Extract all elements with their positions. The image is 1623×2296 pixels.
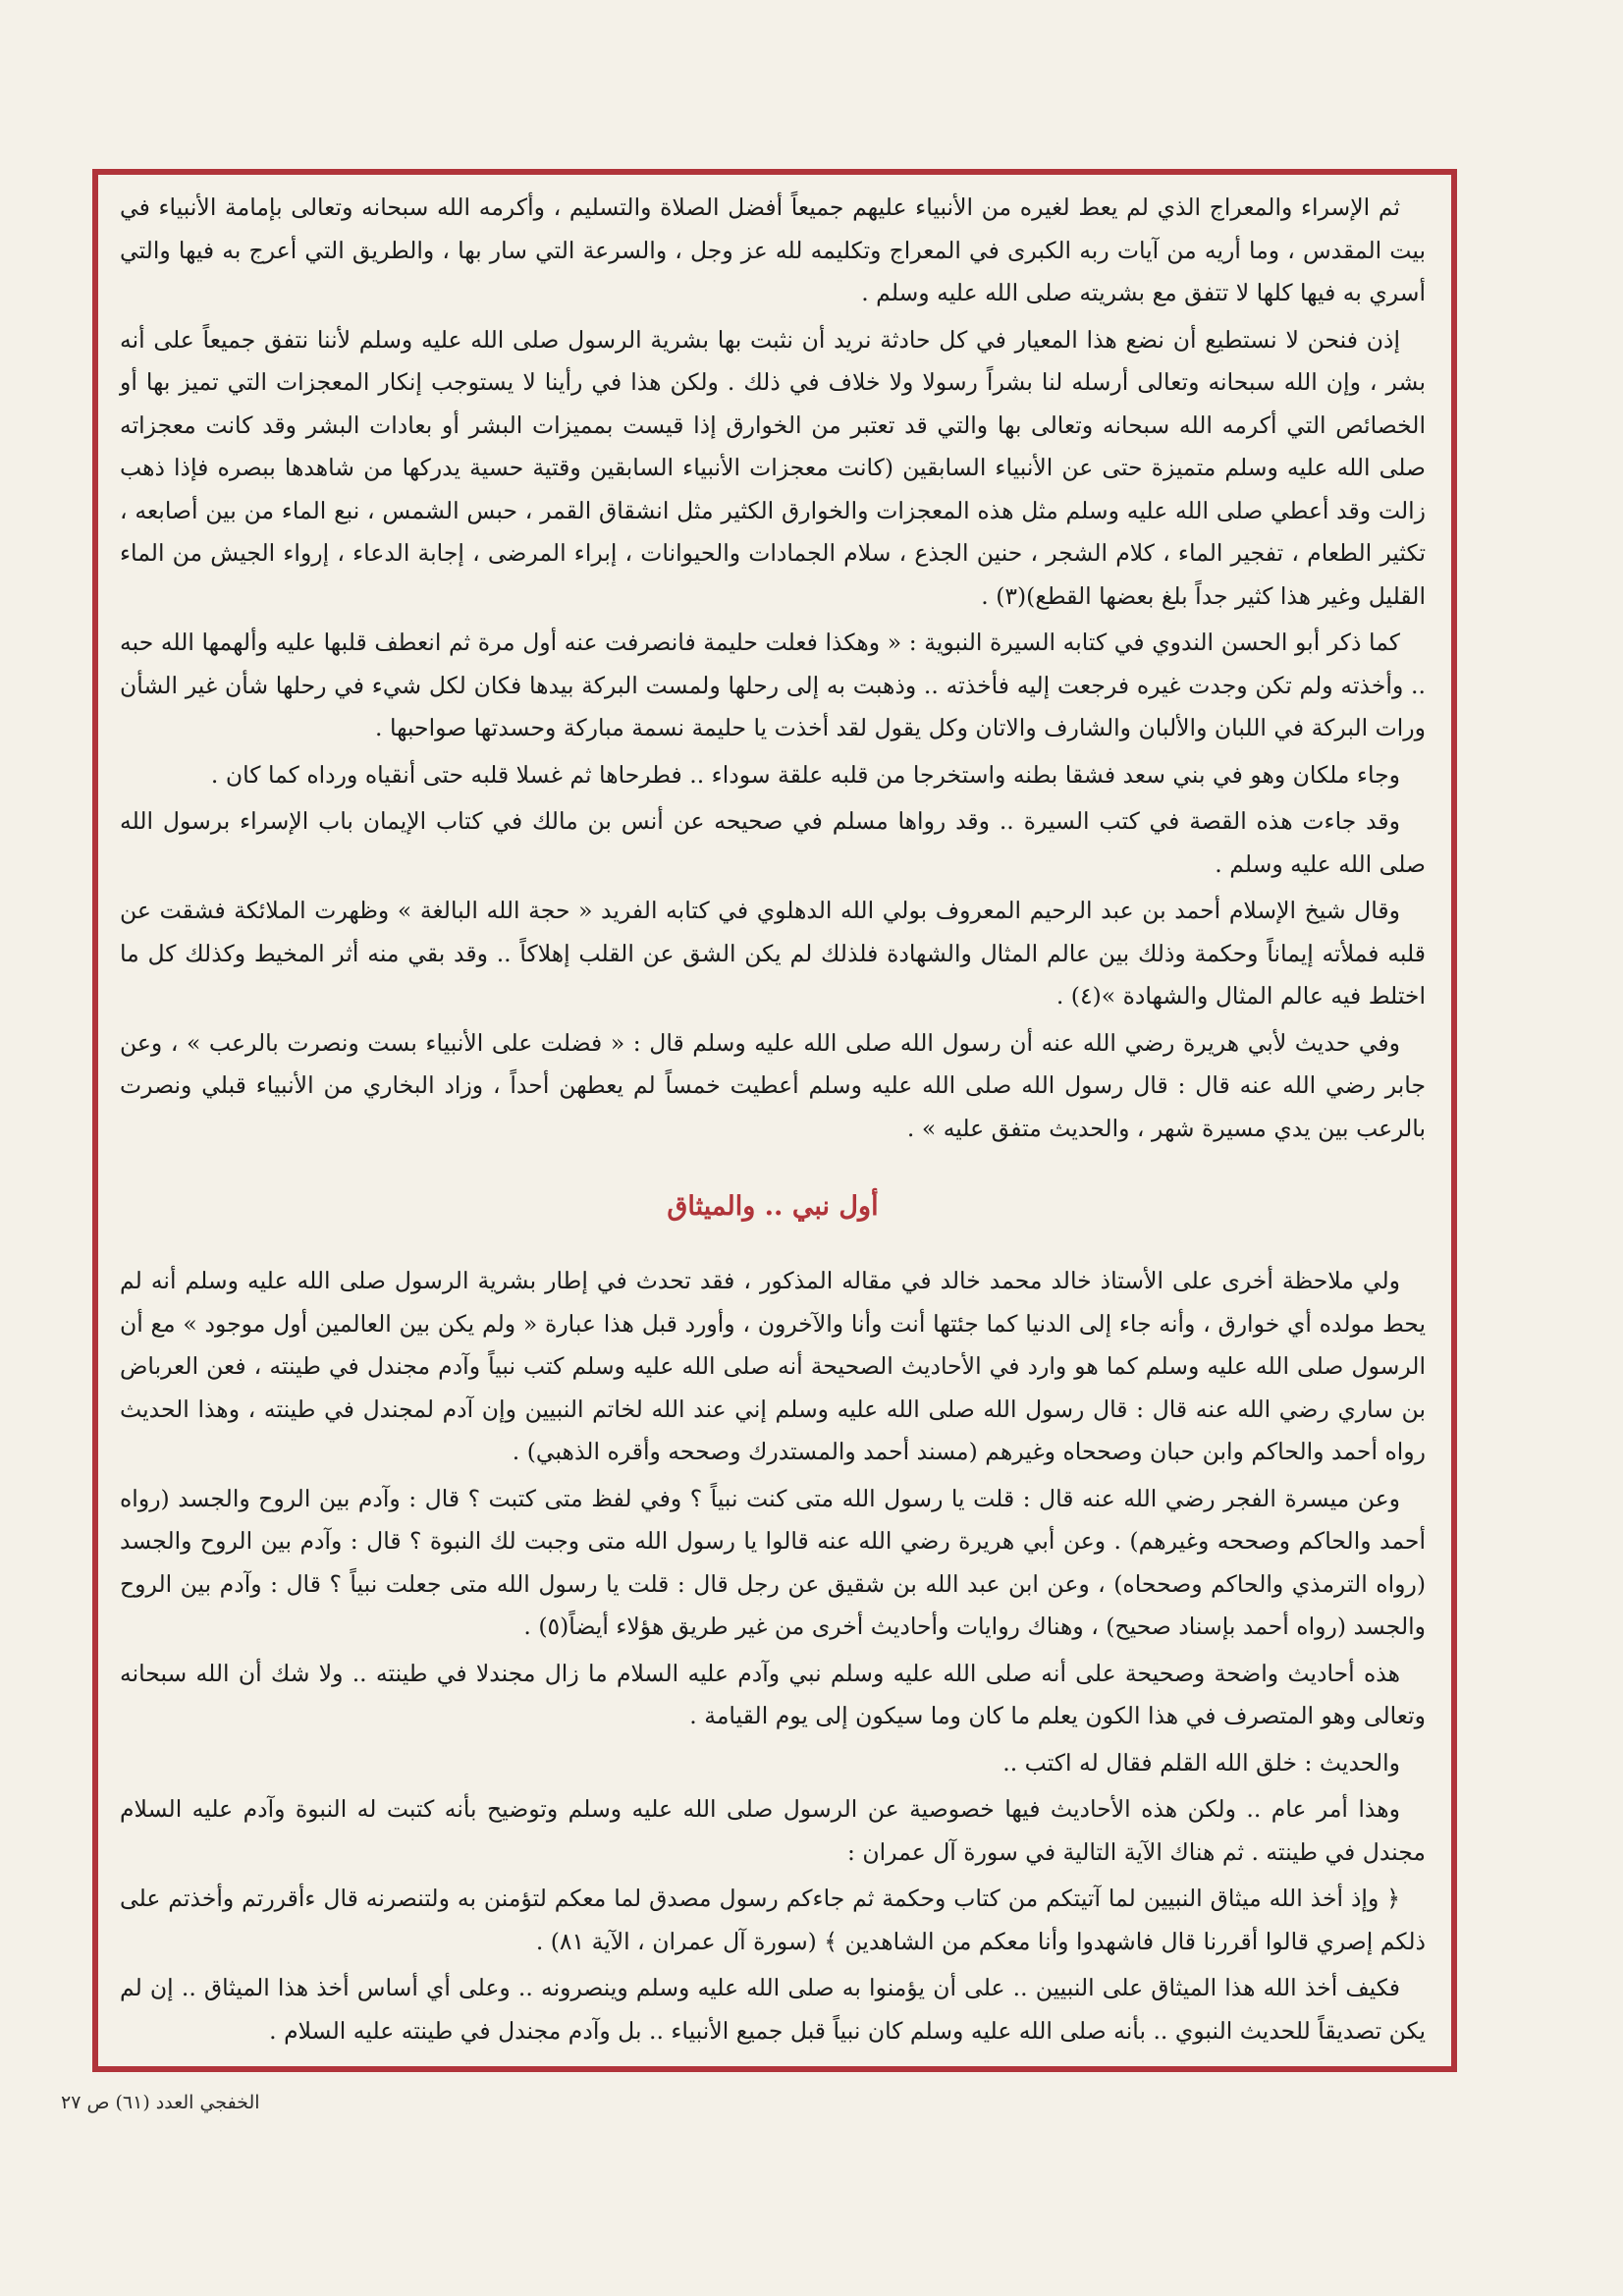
paragraph-7: وفي حديث لأبي هريرة رضي الله عنه أن رسول الله صلى الله عليه وسلم قال : « فضلت على الأنبياء بست ونصرت بالرعب » ، وعن جابر رضي الله عنه قال : قال رسول الله صلى الله عليه وسلم أعطيت خمساً لم يعطهن أحداً ، وزاد البخاري من الأنبياء قبلي ونصرت بالرعب بين يدي مسيرة شهر ، والحديث متفق عليه » . <box>120 1028 1426 1142</box>
paragraph-11: والحديث : خلق الله القلم فقال له اكتب .. <box>1002 1748 1400 1777</box>
article-frame <box>92 169 1457 2072</box>
quran-verse-paragraph: ﴿ وإذ أخذ الله ميثاق النبيين لما آتيتكم من كتاب وحكمة ثم جاءكم رسول مصدق لما معكم لتؤمنن به ولتنصرنه قال ءأقررتم وأخذتم على ذلكم إصري قالوا أقررنا قال فاشهدوا وأنا معكم من الشاهدين ﴾ (سورة آل عمران ، الآية ٨١) . <box>120 1885 1426 1955</box>
paragraph-8: ولي ملاحظة أخرى على الأستاذ خالد محمد خالد في مقاله المذكور ، فقد تحدث في إطار بشرية الرسول صلى الله عليه وسلم أنه لم يحط مولده أي خوارق ، وأنه جاء إلى الدنيا كما جئتها أنت وأنا والآخرون ، وأورد قبل هذا عبارة « ولم يكن بين العالمين أول موجود » مع أن الرسول صلى الله عليه وسلم كما هو وارد في الأحاديث الصحيحة أنه صلى الله عليه وسلم كتب نبياً وآدم مجندل في طينته ، فعن العرباض بن ساري رضي الله عنه قال : قال رسول الله صلى الله عليه وسلم إني عند الله لخاتم النبيين وإن آدم لمجندل في طينته ، وهذا الحديث رواه أحمد والحاكم وابن حبان وصححاه وغيرهم (مسند أحمد والمستدرك وصححه وأقره الذهبي) . <box>120 1267 1426 1465</box>
paragraph-14: فكيف أخذ الله هذا الميثاق على النبيين .. على أن يؤمنوا به صلى الله عليه وسلم وينصرونه .. وعلى أي أساس أخذ هذا الميثاق .. إن لم يكن تصديقاً للحديث النبوي .. بأنه صلى الله عليه وسلم كان نبياً قبل جميع الأنبياء .. بل وآدم مجندل في طينته عليه السلام . <box>120 1974 1426 2045</box>
paragraph-4: وجاء ملكان وهو في بني سعد فشقا بطنه واستخرجا من قلبه علقة سوداء .. فطرحاها ثم غسلا قلبه حتى أنقياه ورداه كما كان . <box>210 760 1400 789</box>
paragraph-12: وهذا أمر عام .. ولكن هذه الأحاديث فيها خصوصية عن الرسول صلى الله عليه وسلم وتوضيح بأنه كتبت له النبوة وآدم عليه السلام مجندل في طينته . ثم هناك الآية التالية في سورة آل عمران : <box>120 1795 1426 1866</box>
paragraph-2: إذن فنحن لا نستطيع أن نضع هذا المعيار في كل حادثة نريد أن نثبت بها بشرية الرسول صلى الله عليه وسلم لأننا نتفق جميعاً على أنه بشر ، وإن الله سبحانه وتعالى أرسله لنا بشراً رسولا ولا خلاف في ذلك . ولكن هذا في رأينا لا يستوجب إنكار المعجزات التي تميز بها أو الخصائص التي أكرمه الله سبحانه وتعالى بها والتي قد تعتبر من الخوارق إذا قيست بمميزات البشر أو بعادات البشر وقد كانت معجزاته صلى الله عليه وسلم متميزة حتى عن الأنبياء السابقين (كانت معجزات الأنبياء السابقين وقتية حسية يدركها من شاهدها ببصره فإذا ذهب زالت وقد أعطي صلى الله عليه وسلم مثل هذه المعجزات والخوارق الكثير مثل انشقاق القمر ، حبس الشمس ، نبع الماء من بين أصابعه ، تكثير الطعام ، تفجير الماء ، كلام الشجر ، حنين الجذع ، سلام الجمادات والحيوانات ، إبراء المرضى ، إجابة الدعاء ، إرواء الجيش من الماء القليل وغير هذا كثير جداً بلغ بعضها القطع)(٣) . <box>120 325 1426 610</box>
paragraph-6: وقال شيخ الإسلام أحمد بن عبد الرحيم المعروف بولي الله الدهلوي في كتابه الفريد « حجة الله البالغة » وظهرت الملائكة فشقت عن قلبه فملأته إيماناً وحكمة وذلك بين عالم المثال والشهادة فلذلك لم يكن الشق عن القلب إهلاكاً .. وقد بقي منه أثر المخيط وكذلك كل ما اختلط فيه عالم المثال والشهادة »(٤) . <box>120 897 1426 1010</box>
page-footer: الخفجي العدد (٦١) ص ٢٧ <box>61 2092 260 2113</box>
section-heading: أول نبي .. والميثاق <box>667 1191 879 1222</box>
paragraph-10: هذه أحاديث واضحة وصحيحة على أنه صلى الله عليه وسلم نبي وآدم عليه السلام ما زال مجندلا في طينته .. ولا شك أن الله سبحانه وتعالى وهو المتصرف في هذا الكون يعلم ما كان وما سيكون إلى يوم القيامة . <box>120 1659 1426 1729</box>
paragraph-9: وعن ميسرة الفجر رضي الله عنه قال : قلت يا رسول الله متى كنت نبياً ؟ وفي لفظ متى كتبت ؟ قال : وآدم بين الروح والجسد (رواه أحمد والحاكم وصححه وغيرهم) . وعن أبي هريرة رضي الله عنه قالوا يا رسول الله متى وجبت لك النبوة ؟ قال : وآدم بين الروح والجسد (رواه الترمذي والحاكم وصححاه) ، وعن ابن عبد الله بن شقيق عن رجل قال : قلت يا رسول الله متى جعلت نبياً ؟ قال : وآدم بين الروح والجسد (رواه أحمد بإسناد صحيح) ، وهناك روايات وأحاديث أخرى من غير طريق هؤلاء أيضاً(٥) . <box>120 1484 1426 1640</box>
paragraph-5: وقد جاءت هذه القصة في كتب السيرة .. وقد رواها مسلم في صحيحه عن أنس بن مالك في كتاب الإيمان باب الإسراء برسول الله صلى الله عليه وسلم . <box>120 807 1426 878</box>
paragraph-3: كما ذكر أبو الحسن الندوي في كتابه السيرة النبوية : « وهكذا فعلت حليمة فانصرفت عنه أول مرة ثم انعطف قلبها عليه وألهمها الله حبه .. وأخذته ولم تكن وجدت غيره فرجعت إليه فأخذته .. وذهبت به إلى رحلها ولمست البركة بيدها فكان لكل شيء في رحلها شأن غير الشأن ورات البركة في اللبان والألبان والشارف والاتان وكل يقول لقد أخذت يا حليمة نسمة مباركة وحسدتها صواحبها . <box>120 629 1426 741</box>
paragraph-1: ثم الإسراء والمعراج الذي لم يعط لغيره من الأنبياء عليهم جميعاً أفضل الصلاة والتسليم ، وأكرمه الله سبحانه وتعالى بإمامة الأنبياء في بيت المقدس ، وما أريه من آيات ربه الكبرى في المعراج وتكليمه لله عز وجل ، والسرعة التي سار بها ، والطريق التي أعرج به فيها والتي أسري به فيها كلها لا تتفق مع بشريته صلى الله عليه وسلم . <box>120 193 1426 306</box>
